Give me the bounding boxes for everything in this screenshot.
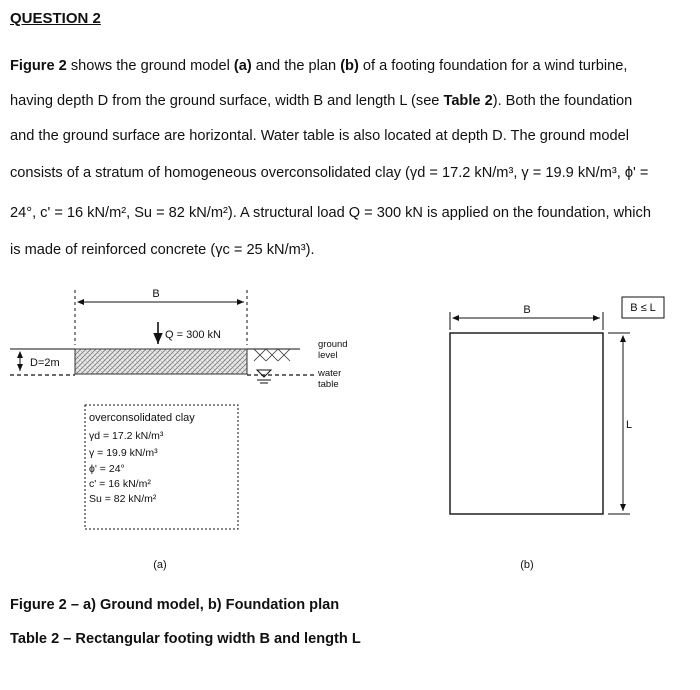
paragraph-line-3: and the ground surface are horizontal. Water table is also located at depth D. The ground model bbox=[10, 128, 629, 144]
ground-level-label: ground level bbox=[318, 339, 348, 361]
question-heading: QUESTION 2 bbox=[10, 10, 101, 27]
figure-a-caption: (a) bbox=[153, 559, 167, 571]
paragraph-line-4: consists of a stratum of homogeneous overconsolidated clay (γd = 17.2 kN/m³, γ = 19.9 kN/m³, ϕ' = bbox=[10, 165, 649, 181]
condition-label: B ≤ L bbox=[630, 302, 656, 314]
foundation-plan-rectangle bbox=[450, 333, 603, 514]
figure-a bbox=[10, 288, 348, 571]
load-label: Q = 300 kN bbox=[165, 329, 221, 341]
figure-b bbox=[450, 297, 664, 571]
figure-caption: Figure 2 – a) Ground model, b) Foundation plan bbox=[10, 597, 340, 613]
soil-friction-angle: ϕ' = 24° bbox=[89, 463, 125, 475]
paragraph-line-1: Figure 2 shows the ground model (a) and the plan (b) of a footing foundation for a wind turbine, bbox=[10, 58, 628, 74]
soil-type: overconsolidated clay bbox=[89, 412, 195, 424]
plan-length-label: L bbox=[626, 419, 633, 431]
water-table-symbol bbox=[257, 370, 271, 383]
soil-dry-unit-weight: γd = 17.2 kN/m³ bbox=[89, 430, 164, 442]
width-label-b: B bbox=[152, 288, 160, 300]
paragraph-line-2: having depth D from the ground surface, width B and length L (see Table 2). Both the foundation bbox=[10, 93, 633, 109]
foundation-block bbox=[75, 349, 247, 374]
figure-b-caption: (b) bbox=[520, 559, 534, 571]
paragraph-line-6: is made of reinforced concrete (γc = 25 kN/m³). bbox=[10, 242, 315, 258]
paragraph-line-5: 24°, c' = 16 kN/m², Su = 82 kN/m²). A structural load Q = 300 kN is applied on the foundation, which bbox=[10, 205, 651, 221]
water-table-label: water table bbox=[318, 368, 342, 390]
soil-undrained-strength: Su = 82 kN/m² bbox=[89, 493, 157, 505]
table-caption: Table 2 – Rectangular footing width B and length L bbox=[10, 631, 361, 647]
plan-width-label: B bbox=[523, 304, 531, 316]
soil-unit-weight: γ = 19.9 kN/m³ bbox=[89, 447, 158, 459]
depth-label: D=2m bbox=[30, 357, 60, 369]
soil-cohesion: c' = 16 kN/m² bbox=[89, 478, 151, 490]
ground-hatch-symbol bbox=[254, 349, 290, 361]
